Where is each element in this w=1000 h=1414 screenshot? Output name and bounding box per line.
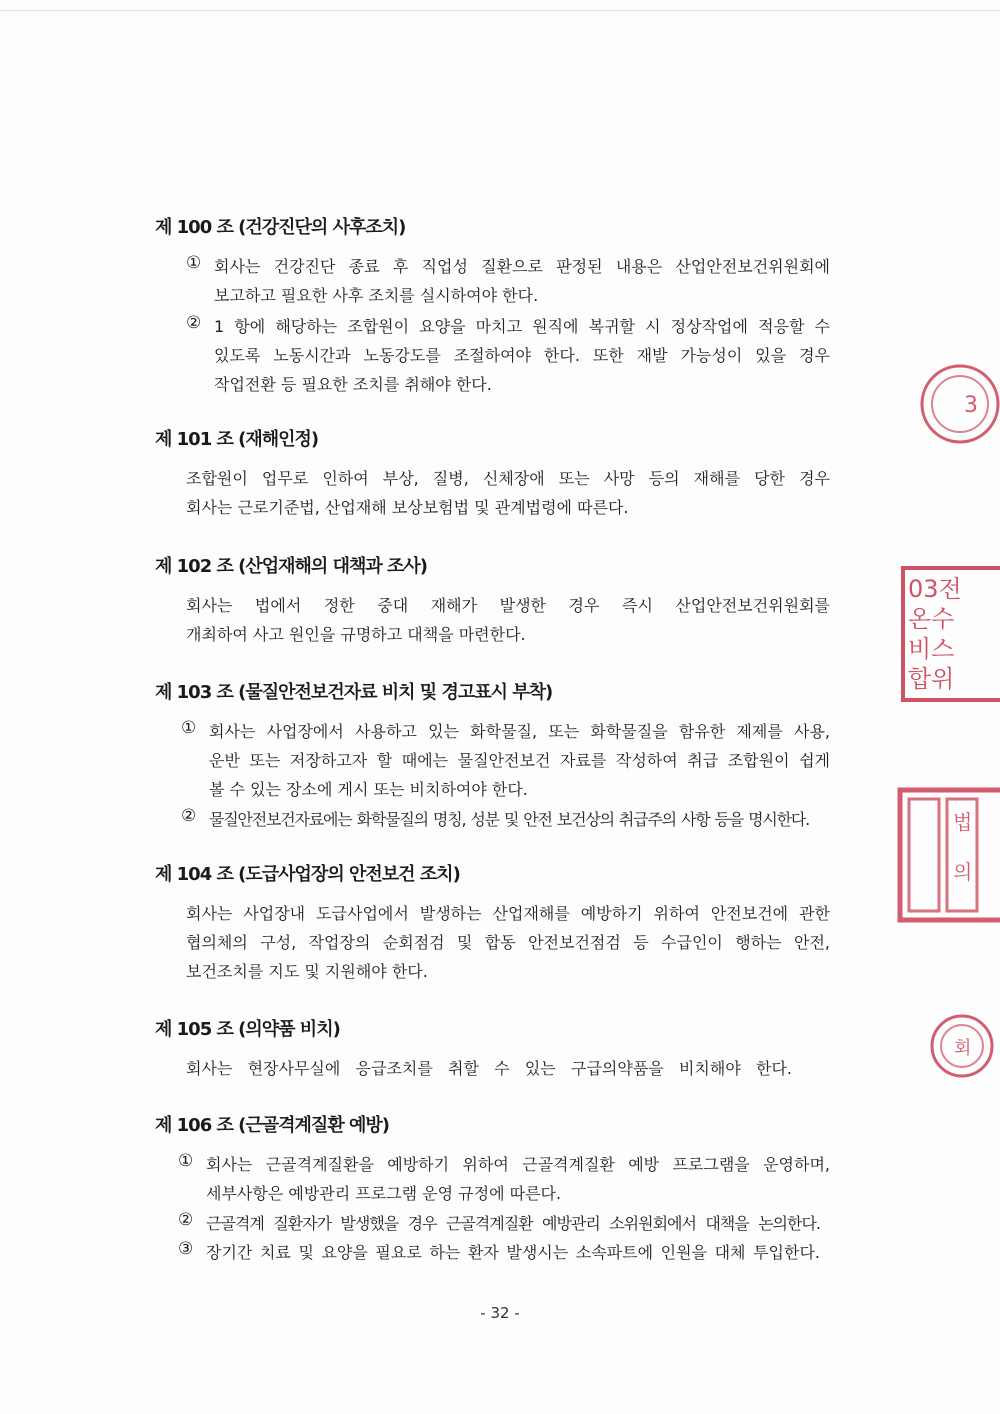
article-line: 물질안전보건자료에는 화학물질의 명칭, 성분 및 안전 보건상의 취급주의 사항 등을 명시한다.: [209, 810, 809, 829]
item-marker: ②: [186, 313, 202, 333]
article-line: 볼 수 있는 장소에 게시 또는 비치하여야 한다.: [209, 780, 528, 799]
article-line: 조합원이 업무로 인하여 부상, 질병, 신체장애 또는 사망 등의 재해를 당한 경우: [186, 469, 830, 488]
article-line: 1 항에 해당하는 조합원이 요양을 마치고 원직에 복귀할 시 정상작업에 적응할 수: [214, 317, 830, 336]
item-marker: ①: [186, 253, 202, 273]
article-title: 제 101 조 (재해인정): [155, 429, 319, 450]
seal-text: 회: [954, 1038, 972, 1059]
seal-text: 법: [953, 810, 973, 834]
round-seal-bottom-icon: [912, 1012, 1000, 1080]
article-title: 제 105 조 (의약품 비치): [155, 1019, 340, 1040]
article-title: 제 106 조 (근골격계질환 예방): [155, 1115, 389, 1136]
article-line: 장기간 치료 및 요양을 필요로 하는 환자 발생시는 소속파트에 인원을 대체 투입한다.: [206, 1243, 820, 1262]
top-scan-rule: [0, 10, 1000, 11]
article-line: 운반 또는 저장하고자 할 때에는 물질안전보건 자료를 작성하여 취급 조합원이 쉽게: [209, 751, 830, 770]
item-marker: ①: [178, 1151, 194, 1171]
item-marker: ②: [178, 1210, 194, 1230]
article-line: 회사는 건강진단 종료 후 직업성 질환으로 판정된 내용은 산업안전보건위원회에: [214, 257, 830, 276]
article-line: 세부사항은 예방관리 프로그램 운영 규정에 따른다.: [206, 1184, 562, 1203]
article-line: 보고하고 필요한 사후 조치를 실시하여야 한다.: [214, 286, 539, 305]
seal-text: 온수: [908, 605, 955, 633]
article-line: 회사는 사업장내 도급사업에서 발생하는 산업재해를 예방하기 위하여 안전보건에 관한: [186, 904, 830, 923]
article-line: 보건조치를 지도 및 지원해야 한다.: [186, 962, 428, 981]
article-line: 회사는 법에서 정한 중대 재해가 발생한 경우 즉시 산업안전보건위원회를: [186, 596, 830, 615]
seal-text: 의: [953, 860, 973, 884]
article-line: 개최하여 사고 원인을 규명하고 대책을 마련한다.: [186, 625, 526, 644]
article-line: 회사는 현장사무실에 응급조치를 취할 수 있는 구급의약품을 비치해야 한다.: [186, 1059, 792, 1078]
article-title: 제 100 조 (건강진단의 사후조치): [155, 217, 406, 238]
article-title: 제 104 조 (도급사업장의 안전보건 조치): [155, 864, 460, 885]
article-line: 회사는 근골격계질환을 예방하기 위하여 근골격계질환 예방 프로그램을 운영하며,: [206, 1155, 830, 1174]
item-marker: ①: [181, 718, 197, 738]
seal-text: 3: [964, 393, 978, 418]
square-seal-lower-icon: [895, 785, 1000, 925]
article-line: 근골격계 질환자가 발생했을 경우 근골격계질환 예방관리 소위원회에서 대책을 논의한다.: [206, 1214, 820, 1233]
article-title: 제 103 조 (물질안전보건자료 비치 및 경고표시 부착): [155, 682, 553, 703]
item-marker: ③: [178, 1239, 194, 1259]
seal-text: 합위: [908, 665, 955, 693]
article-line: 작업전환 등 필요한 조치를 취해야 한다.: [214, 375, 492, 394]
article-line: 회사는 사업장에서 사용하고 있는 화학물질, 또는 화학물질을 함유한 제제를 사용,: [209, 722, 830, 741]
article-line: 협의체의 구성, 작업장의 순회점검 및 합동 안전보건점검 등 수급인이 행하는 안전,: [186, 933, 830, 952]
square-seal-middle-icon: [900, 565, 1000, 705]
seal-text: 비스: [908, 635, 955, 663]
article-line: 있도록 노동시간과 노동강도를 조절하여야 한다. 또한 재발 가능성이 있을 경우: [214, 346, 830, 365]
article-title: 제 102 조 (산업재해의 대책과 조사): [155, 556, 428, 577]
page-number: - 32 -: [480, 1304, 520, 1322]
round-seal-top-icon: [912, 360, 1000, 448]
article-line: 회사는 근로기준법, 산업재해 보상보험법 및 관계법령에 따른다.: [186, 498, 629, 517]
seal-text: 03전: [908, 575, 962, 603]
item-marker: ②: [181, 806, 197, 826]
